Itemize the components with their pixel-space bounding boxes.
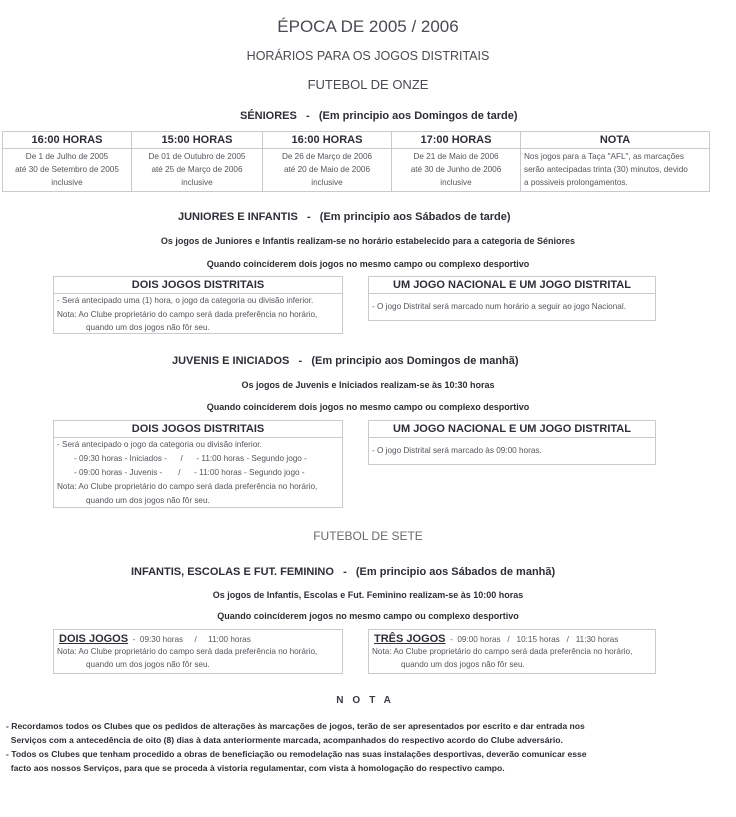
juvenis-condition: Quando coincíderem dois jogos no mesmo campo ou complexo desportivo [206,402,530,412]
section-futebol-sete: FUTEBOL DE SETE [313,529,423,543]
box-line: Nota: Ao Clube proprietário do campo será dada preferência no horário, [57,310,318,319]
box-line: - 09:00 horas - Juvenis - / - 11:00 horas - Segundo jogo - [74,468,305,477]
cell-line: Nos jogos para a Taça "AFL", as marcações [524,152,684,161]
nota-line: Serviços com a antecedência de oito (8) dias à data anteriormente marcada, acompanhados do respectivo acordo do Clube adversário. [6,735,563,745]
cell-line: até 25 de Março de 2006 [151,165,243,174]
cell-line: a possiveis prolongamentos. [524,178,628,187]
seniores-body-row [3,149,710,192]
nota-line: facto aos nossos Serviços, para que se proceda à vistoria regulamentar, com vista à homologação do respectivo campo. [6,763,505,773]
dois-jogos-label: DOIS JOGOS [59,633,129,645]
sete-condition: Quando coincíderem jogos no mesmo campo ou complexo desportivo [217,611,519,621]
period-cell [132,149,263,192]
cell-line: De 21 de Maio de 2006 [413,152,499,161]
box-line: Nota: Ao Clube proprietário do campo será dada preferência no horário, [57,647,318,656]
col-header: 16:00 HORAS [263,132,392,149]
cell-line: até 30 de Setembro de 2005 [15,165,119,174]
cell-line: inclusive [181,178,213,187]
col-header: 17:00 HORAS [392,132,521,149]
dois-jogos-times: - 09:30 horas / 11:00 horas [128,635,251,644]
period-cell [392,149,521,192]
juniores-dois-jogos-box [53,276,343,334]
box-line: - Será antecipado uma (1) hora, o jogo da categoria ou divisão inferior. [57,296,314,305]
box-header: UM JOGO NACIONAL E UM JOGO DISTRITAL [369,421,655,438]
juvenis-rule: Os jogos de Juvenis e Iniciados realizam-se às 10:30 horas [241,380,495,390]
juvenis-nacional-box [368,420,656,465]
box-line: - 09:30 horas - Iniciados - / - 11:00 horas - Segundo jogo - [74,454,307,463]
cell-line: inclusive [51,178,83,187]
tres-jogos-label: TRÊS JOGOS [374,633,446,645]
box-title-row [369,630,655,645]
seniores-table [2,131,710,192]
box-line: quando um dos jogos não fôr seu. [86,660,210,669]
cell-line: De 26 de Março de 2006 [281,152,373,161]
sete-heading: INFANTIS, ESCOLAS E FUT. FEMININO - (Em principio aos Sábados de manhã) [131,566,556,578]
tres-jogos-times: - 09:00 horas / 10:15 horas / 11:30 horas [445,635,619,644]
box-line: Nota: Ao Clube proprietário do campo será dada preferência no horário, [57,482,318,491]
box-title-row [54,630,342,645]
sete-dois-jogos-box [53,629,343,674]
box-line: - O jogo Distrital será marcado num horário a seguir ao jogo Nacional. [372,302,626,311]
box-line: quando um dos jogos não fôr seu. [86,323,210,332]
nota-title: NOTA [336,695,400,706]
section-futebol-onze: FUTEBOL DE ONZE [307,77,429,92]
cell-line: até 30 de Junho de 2006 [410,165,502,174]
box-line: quando um dos jogos não fôr seu. [401,660,525,669]
box-header: UM JOGO NACIONAL E UM JOGO DISTRITAL [369,277,655,294]
period-cell [263,149,392,192]
page-subtitle: HORÁRIOS PARA OS JOGOS DISTRITAIS [246,49,490,63]
cell-line: até 20 de Maio de 2006 [283,165,371,174]
box-header: DOIS JOGOS DISTRITAIS [54,277,342,294]
seniores-header-row [3,132,710,149]
sete-rule: Os jogos de Infantis, Escolas e Fut. Feminino realizam-se às 10:00 horas [212,590,524,600]
nota-line: - Recordamos todos os Clubes que os pedidos de alterações às marcações de jogos, terão de ser apresentados por escrito e dar entrada nos [6,721,585,731]
sete-tres-jogos-box [368,629,656,674]
juniores-nacional-box [368,276,656,321]
nota-cell [521,149,710,192]
cell-line: De 01 de Outubro de 2005 [148,152,246,161]
juniores-heading: JUNIORES E INFANTIS - (Em principio aos Sábados de tarde) [178,211,511,223]
cell-line: inclusive [311,178,343,187]
period-cell [3,149,132,192]
box-line: - Será antecipado o jogo da categoria ou divisão inferior. [57,440,262,449]
juniores-rule: Os jogos de Juniores e Infantis realizam-se no horário estabelecido para a categoria de Séniores [160,236,576,246]
box-line: Nota: Ao Clube proprietário do campo será dada preferência no horário, [372,647,633,656]
juvenis-heading: JUVENIS E INICIADOS - (Em principio aos Domingos de manhã) [172,355,519,367]
seniores-heading: SÉNIORES - (Em principio aos Domingos de tarde) [240,110,518,122]
cell-line: De 1 de Julho de 2005 [25,152,109,161]
box-line: - O jogo Distrital será marcado às 09:00 horas. [372,446,542,455]
juvenis-dois-jogos-box [53,420,343,508]
page-title: ÉPOCA DE 2005 / 2006 [277,17,459,36]
cell-line: inclusive [440,178,472,187]
box-line: quando um dos jogos não fôr seu. [86,496,210,505]
nota-line: - Todos os Clubes que tenham procedido a obras de beneficiação ou remodelação nas suas instalações desportivas, deverão comunicar esse [6,749,587,759]
box-header: DOIS JOGOS DISTRITAIS [54,421,342,438]
col-header: 16:00 HORAS [3,132,132,149]
col-header: NOTA [521,132,710,149]
cell-line: serão antecipadas trinta (30) minutos, devido [524,165,688,174]
col-header: 15:00 HORAS [132,132,263,149]
juniores-condition: Quando coincíderem dois jogos no mesmo campo ou complexo desportivo [206,259,530,269]
